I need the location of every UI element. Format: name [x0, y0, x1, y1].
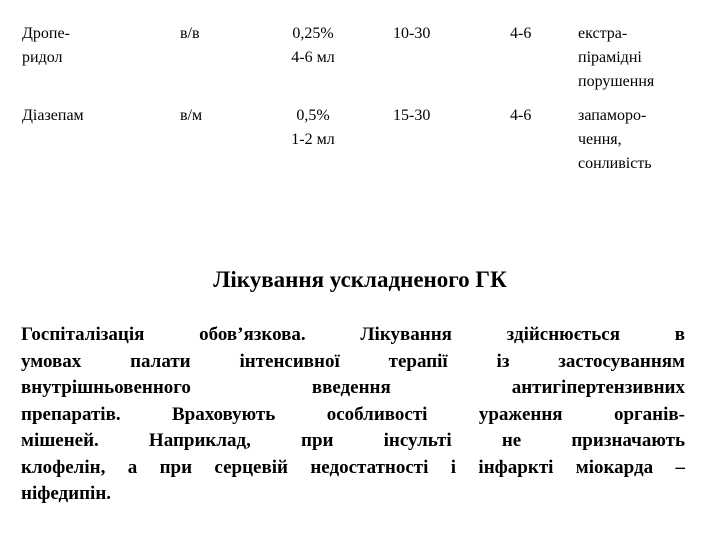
- paragraph-line: препаратів. Враховують особливості ураження органів-: [21, 403, 685, 425]
- route-cell: в/м: [180, 107, 203, 124]
- section-paragraph: [21, 322, 685, 508]
- side-effect-cell: екстра- пірамідні порушення: [578, 25, 655, 90]
- duration-cell: 4-6: [510, 107, 532, 124]
- onset-cell: 15-30: [393, 107, 431, 124]
- paragraph-line: ніфедипін.: [21, 483, 112, 504]
- duration-cell: 4-6: [510, 25, 532, 42]
- section-heading: Лікування ускладненого ГК: [213, 267, 507, 292]
- drug-name-cell: Діазепам: [22, 107, 84, 124]
- dose-cell: 0,25% 4-6 мл: [291, 25, 335, 66]
- paragraph-line: внутрішньовенного введення антигіпертензивних: [21, 377, 685, 398]
- paragraph-line: умовах палати інтенсивної терапії із застосуванням: [21, 350, 685, 372]
- paragraph-line: Госпіталізація обов’язкова. Лікування здійснюється в: [21, 324, 685, 345]
- dose-cell: 0,5% 1-2 мл: [291, 107, 335, 148]
- drug-name-cell: Дропе- ридол: [22, 25, 70, 66]
- paragraph-line: клофелін, а при серцевій недостатності і інфаркті міокарда –: [21, 456, 685, 478]
- onset-cell: 10-30: [393, 25, 431, 42]
- paragraph-line: мішеней. Наприклад, при інсульті не призначають: [21, 430, 685, 451]
- route-cell: в/в: [180, 25, 200, 42]
- side-effect-cell: запаморо- чення, сонливість: [578, 107, 652, 172]
